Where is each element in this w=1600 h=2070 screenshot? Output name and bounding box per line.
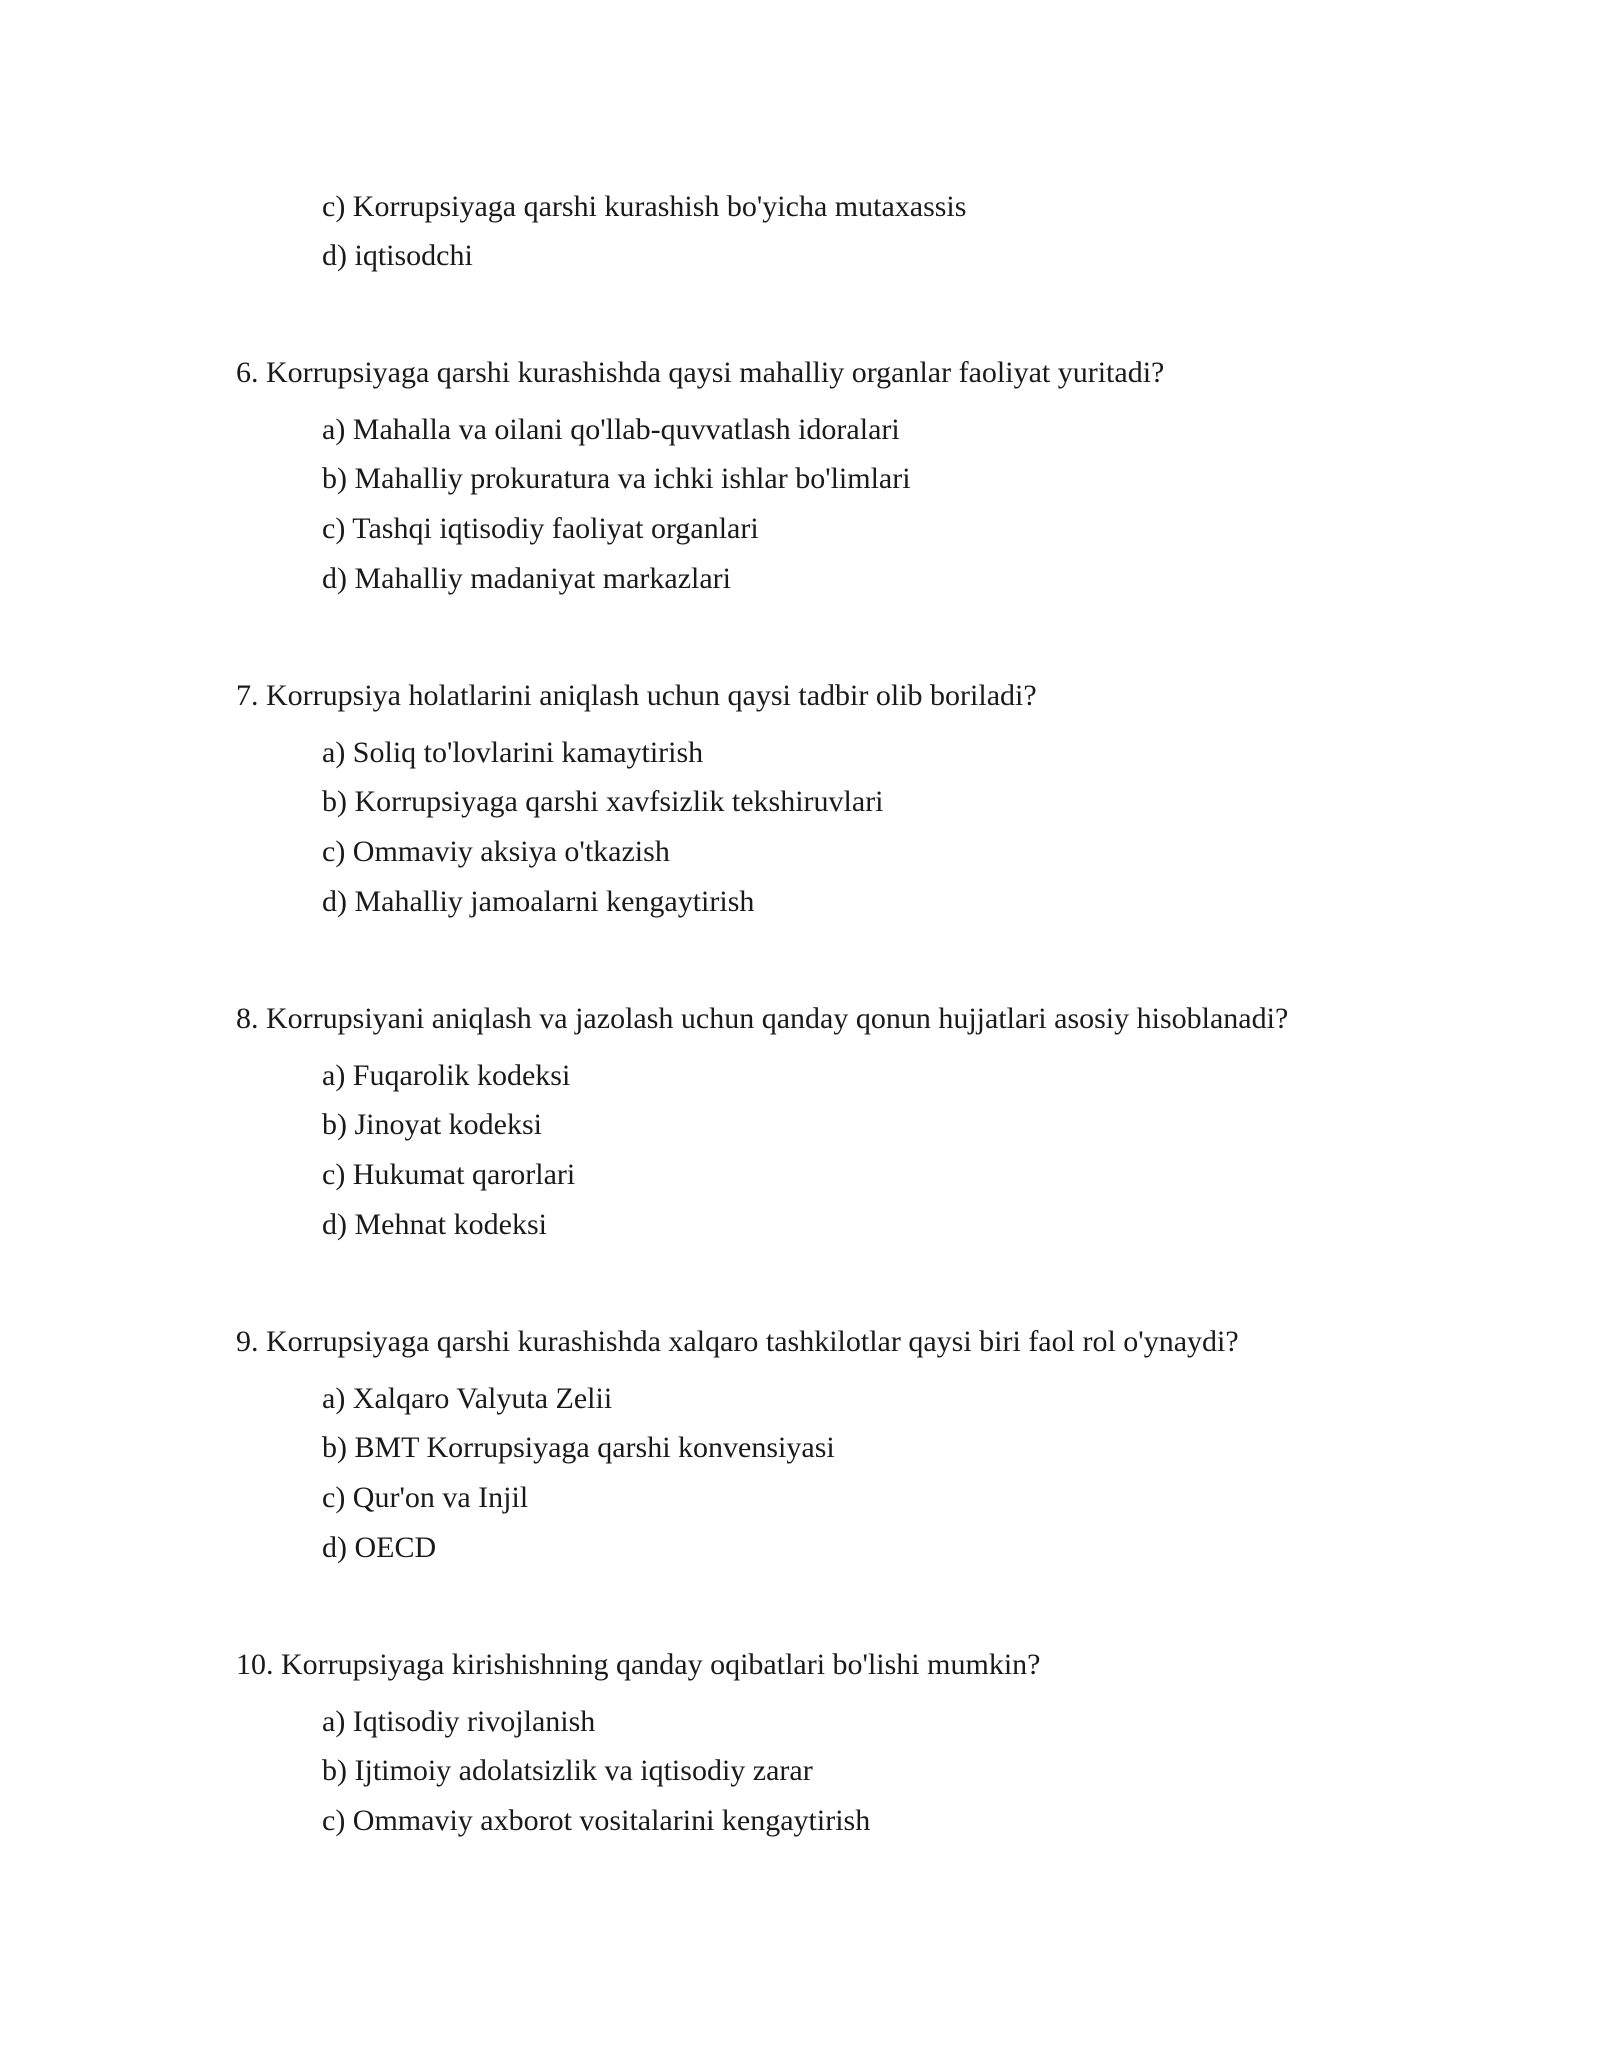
option-text: c) Korrupsiyaga qarshi kurashish bo'yicha mutaxassis <box>322 190 967 223</box>
option-text: a) Fuqarolik kodeksi <box>322 1059 571 1092</box>
option-text: b) Ijtimoiy adolatsizlik va iqtisodiy zarar <box>322 1754 813 1787</box>
question-text: 10. Korrupsiyaga kirishishning qanday oqibatlari bo'lishi mumkin? <box>236 1648 1041 1681</box>
option-text: d) Mahalliy madaniyat markazlari <box>322 562 731 595</box>
question-text: 6. Korrupsiyaga qarshi kurashishda qaysi mahalliy organlar faoliyat yuritadi? <box>236 356 1165 389</box>
option-text: a) Xalqaro Valyuta Zelii <box>322 1382 613 1415</box>
option-text: d) Mahalliy jamoalarni kengaytirish <box>322 885 755 918</box>
option-text: a) Iqtisodiy rivojlanish <box>322 1705 596 1738</box>
option-text: b) Jinoyat kodeksi <box>322 1108 542 1141</box>
option-text: d) OECD <box>322 1531 437 1564</box>
question-text: 9. Korrupsiyaga qarshi kurashishda xalqaro tashkilotlar qaysi biri faol rol o'ynaydi? <box>236 1325 1239 1358</box>
option-text: c) Hukumat qarorlari <box>322 1158 576 1191</box>
option-text: a) Soliq to'lovlarini kamaytirish <box>322 736 704 769</box>
option-text: c) Qur'on va Injil <box>322 1481 529 1514</box>
option-text: c) Ommaviy axborot vositalarini kengaytirish <box>322 1804 871 1837</box>
option-text: c) Ommaviy aksiya o'tkazish <box>322 835 670 868</box>
option-text: d) iqtisodchi <box>322 239 473 272</box>
option-text: b) BMT Korrupsiyaga qarshi konvensiyasi <box>322 1431 835 1464</box>
question-text: 8. Korrupsiyani aniqlash va jazolash uchun qanday qonun hujjatlari asosiy hisoblanadi? <box>236 1002 1289 1035</box>
option-text: b) Mahalliy prokuratura va ichki ishlar bo'limlari <box>322 462 911 495</box>
option-text: d) Mehnat kodeksi <box>322 1208 547 1241</box>
option-text: c) Tashqi iqtisodiy faoliyat organlari <box>322 512 759 545</box>
question-text: 7. Korrupsiya holatlarini aniqlash uchun qaysi tadbir olib boriladi? <box>236 679 1037 712</box>
option-text: b) Korrupsiyaga qarshi xavfsizlik tekshiruvlari <box>322 785 884 818</box>
option-text: a) Mahalla va oilani qo'llab-quvvatlash idoralari <box>322 413 900 446</box>
